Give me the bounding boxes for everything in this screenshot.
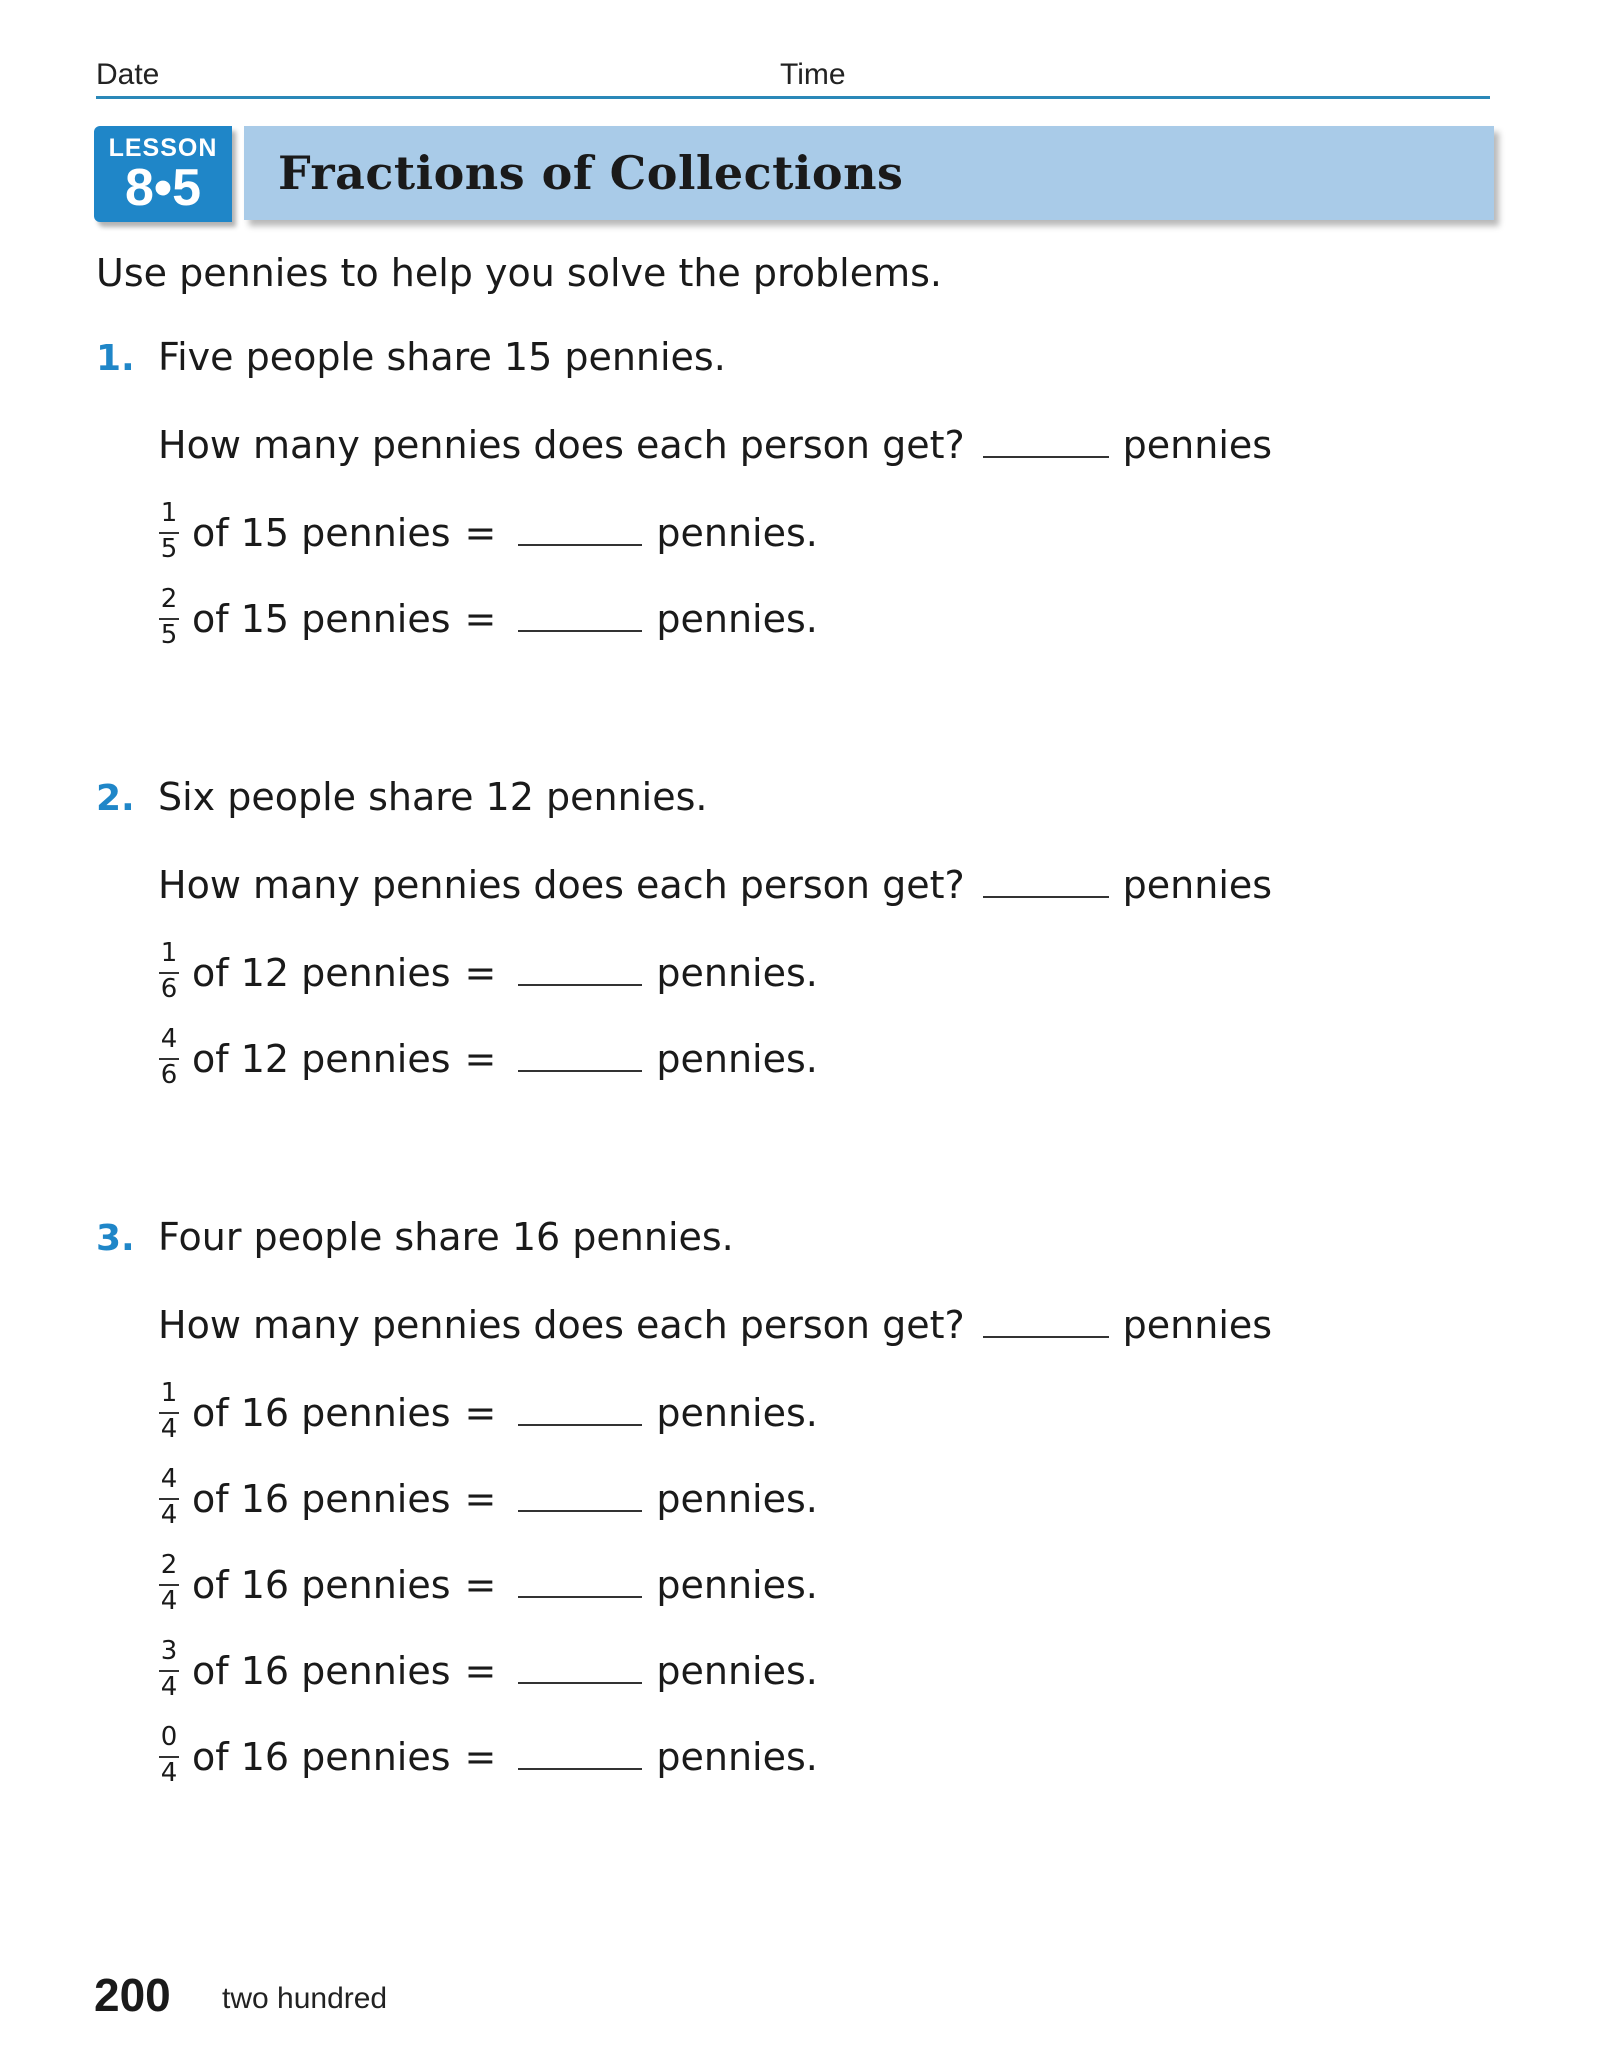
problem-3-question: How many pennies does each person get? bbox=[158, 1303, 965, 1347]
fraction-numerator: 3 bbox=[160, 1636, 178, 1666]
answer-blank[interactable] bbox=[518, 1423, 642, 1426]
problem-3-number: 3. bbox=[96, 1218, 135, 1259]
fraction-unit: pennies. bbox=[656, 1391, 818, 1435]
answer-blank[interactable] bbox=[518, 1595, 642, 1598]
lesson-title-banner bbox=[244, 126, 1494, 220]
fraction-numerator: 2 bbox=[160, 1550, 178, 1580]
fraction-text: of 16 pennies bbox=[192, 1477, 451, 1521]
equals-sign: = bbox=[464, 1391, 497, 1435]
fraction-numerator: 1 bbox=[160, 1378, 178, 1408]
problem-1-question-unit: pennies bbox=[1122, 423, 1273, 467]
problem-2-answer-blank[interactable] bbox=[983, 895, 1109, 898]
fraction-denominator: 4 bbox=[160, 1500, 178, 1530]
equals-sign: = bbox=[464, 597, 497, 641]
fraction-text: of 15 pennies bbox=[192, 511, 451, 555]
fraction-unit: pennies. bbox=[656, 1735, 818, 1779]
problem-3-question-line bbox=[158, 1302, 1272, 1348]
answer-blank[interactable] bbox=[518, 629, 642, 632]
fraction-unit: pennies. bbox=[656, 1649, 818, 1693]
lesson-number: 8•5 bbox=[124, 159, 202, 217]
fraction-numerator: 1 bbox=[160, 938, 178, 968]
fraction bbox=[158, 1462, 180, 1538]
equals-sign: = bbox=[464, 951, 497, 995]
problem-2-statement: Six people share 12 pennies. bbox=[158, 775, 708, 819]
problem-1-number: 1. bbox=[96, 338, 135, 379]
fraction-unit: pennies. bbox=[656, 1037, 818, 1081]
fraction-denominator: 6 bbox=[160, 1060, 178, 1090]
equals-sign: = bbox=[464, 1649, 497, 1693]
fraction-unit: pennies. bbox=[656, 1563, 818, 1607]
fraction-numerator: 4 bbox=[160, 1024, 178, 1054]
fraction bbox=[158, 496, 180, 572]
problem-3-question-unit: pennies bbox=[1122, 1303, 1273, 1347]
fraction bbox=[158, 1376, 180, 1452]
fraction-unit: pennies. bbox=[656, 951, 818, 995]
fraction-text: of 16 pennies bbox=[192, 1649, 451, 1693]
fraction bbox=[158, 1720, 180, 1796]
fraction-text: of 16 pennies bbox=[192, 1735, 451, 1779]
answer-blank[interactable] bbox=[518, 983, 642, 986]
fraction-denominator: 6 bbox=[160, 974, 178, 1004]
date-label: Date bbox=[96, 58, 160, 91]
page-title: Fractions of Collections bbox=[278, 146, 904, 200]
fraction-unit: pennies. bbox=[656, 1477, 818, 1521]
fraction-denominator: 4 bbox=[160, 1758, 178, 1788]
fraction-denominator: 5 bbox=[160, 534, 178, 564]
problem-2-question-unit: pennies bbox=[1122, 863, 1273, 907]
fraction-text: of 12 pennies bbox=[192, 951, 451, 995]
date-time-header bbox=[96, 58, 1490, 99]
problem-1-statement: Five people share 15 pennies. bbox=[158, 335, 726, 379]
page-number-words: two hundred bbox=[222, 1982, 388, 2015]
answer-blank[interactable] bbox=[518, 1509, 642, 1512]
instructions: Use pennies to help you solve the problems. bbox=[96, 251, 943, 295]
fraction bbox=[158, 1634, 180, 1710]
answer-blank[interactable] bbox=[518, 543, 642, 546]
fraction-denominator: 4 bbox=[160, 1672, 178, 1702]
equals-sign: = bbox=[464, 511, 497, 555]
fraction-unit: pennies. bbox=[656, 511, 818, 555]
fraction-denominator: 4 bbox=[160, 1414, 178, 1444]
fraction bbox=[158, 1022, 180, 1098]
equals-sign: = bbox=[464, 1037, 497, 1081]
lesson-badge bbox=[94, 126, 232, 222]
problem-2-question-line bbox=[158, 862, 1272, 908]
problem-1-question: How many pennies does each person get? bbox=[158, 423, 965, 467]
problem-1-question-line bbox=[158, 422, 1272, 468]
fraction-unit: pennies. bbox=[656, 597, 818, 641]
fraction-denominator: 4 bbox=[160, 1586, 178, 1616]
page-number: 200 bbox=[94, 1969, 171, 2021]
fraction-numerator: 1 bbox=[160, 498, 178, 528]
fraction-numerator: 2 bbox=[160, 584, 178, 614]
fraction-text: of 16 pennies bbox=[192, 1563, 451, 1607]
problem-3-statement: Four people share 16 pennies. bbox=[158, 1215, 734, 1259]
fraction-numerator: 0 bbox=[160, 1722, 178, 1752]
problem-2-number: 2. bbox=[96, 778, 135, 819]
fraction bbox=[158, 936, 180, 1012]
fraction-text: of 16 pennies bbox=[192, 1391, 451, 1435]
fraction-numerator: 4 bbox=[160, 1464, 178, 1494]
answer-blank[interactable] bbox=[518, 1767, 642, 1770]
problem-1-answer-blank[interactable] bbox=[983, 455, 1109, 458]
fraction bbox=[158, 1548, 180, 1624]
answer-blank[interactable] bbox=[518, 1681, 642, 1684]
lesson-word: LESSON bbox=[108, 134, 218, 162]
problem-3-answer-blank[interactable] bbox=[983, 1335, 1109, 1338]
time-label: Time bbox=[780, 58, 846, 91]
equals-sign: = bbox=[464, 1477, 497, 1521]
fraction bbox=[158, 582, 180, 658]
fraction-text: of 15 pennies bbox=[192, 597, 451, 641]
equals-sign: = bbox=[464, 1735, 497, 1779]
answer-blank[interactable] bbox=[518, 1069, 642, 1072]
equals-sign: = bbox=[464, 1563, 497, 1607]
fraction-denominator: 5 bbox=[160, 620, 178, 650]
fraction-text: of 12 pennies bbox=[192, 1037, 451, 1081]
problem-2-question: How many pennies does each person get? bbox=[158, 863, 965, 907]
